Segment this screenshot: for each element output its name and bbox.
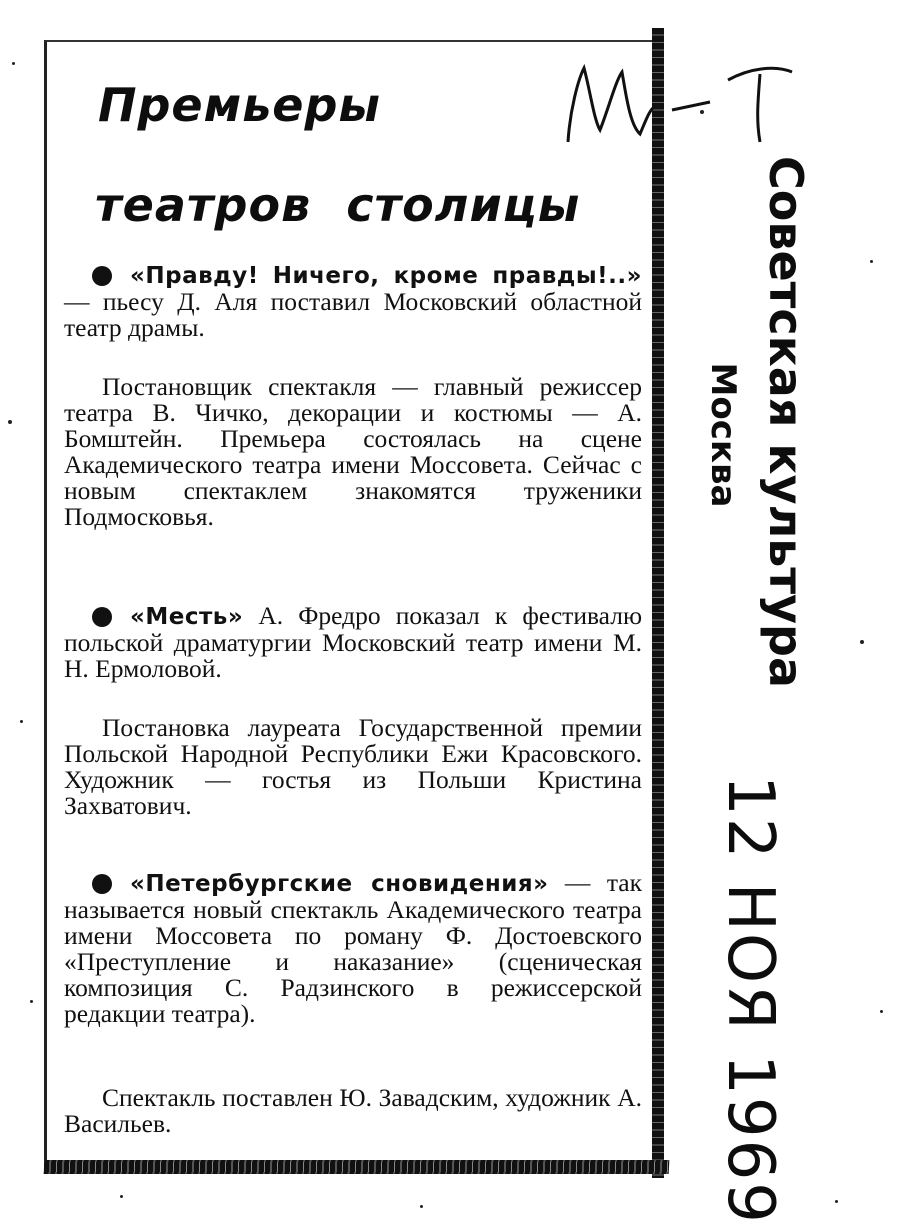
section-lead: «Правду! Ничего, кроме правды!..» xyxy=(130,263,642,289)
clipping-bottom-edge xyxy=(44,1160,670,1174)
section-lead: «Месть» xyxy=(130,604,244,630)
date-stamp xyxy=(705,775,795,1225)
newspaper-stamp xyxy=(756,155,816,689)
newspaper-name: Советская культура xyxy=(759,155,813,689)
scan-speck xyxy=(8,420,12,424)
city-stamp xyxy=(698,345,748,525)
handwritten-note-drawing xyxy=(560,50,820,150)
article-section-1-body xyxy=(64,374,642,530)
scan-speck xyxy=(835,1200,838,1203)
scan-speck xyxy=(880,1010,883,1013)
bullet-icon xyxy=(92,874,112,894)
article-section-3-body xyxy=(64,1085,642,1137)
headline-line-1: Премьеры xyxy=(98,78,382,132)
bullet-icon xyxy=(92,607,112,627)
scan-speck xyxy=(870,260,873,263)
scan-speck xyxy=(120,1195,123,1198)
city-name: Москва xyxy=(703,362,743,508)
section-text: — пьесу Д. Аля поставил Московский областной театр драмы. xyxy=(64,287,642,342)
section-text: — так называется новый спектакль Академического театра имени Моссовета по роману Ф. Достоевского «Преступление и наказание» (сценическая композиция С. Радзинского в режиссерской редакции театра). xyxy=(64,868,642,1028)
article-section-3 xyxy=(64,870,642,1027)
stamp-date: 12 НОЯ 1969 xyxy=(713,775,787,1225)
article-section-2-body xyxy=(64,715,642,819)
scan-speck xyxy=(860,640,864,644)
section-lead: «Петербургские сновидения» xyxy=(130,871,549,897)
section-paragraph: Постановка лауреата Государственной премии Польской Народной Республики Ежи Красовского. Художник — гостья из Польши Кристина Захватович. xyxy=(64,713,642,820)
clipping-right-edge xyxy=(652,28,664,1178)
article-section-2 xyxy=(64,603,642,682)
section-paragraph: Спектакль поставлен Ю. Завадским, художник А. Васильев. xyxy=(64,1083,642,1138)
article-section-1 xyxy=(64,262,642,341)
bullet-icon xyxy=(92,266,112,286)
scan-speck xyxy=(30,1000,33,1003)
handwritten-note xyxy=(560,50,820,150)
section-text: А. Фредро показал к фестивалю польской драматургии Московский театр имени М. Н. Ермоловой. xyxy=(64,601,642,683)
headline-line-2: театров столицы xyxy=(95,178,581,232)
scan-speck xyxy=(420,1205,423,1208)
scan-speck xyxy=(20,720,23,723)
scan-speck xyxy=(12,62,15,65)
section-paragraph: Постановщик спектакля — главный режиссер театра В. Чичко, декорации и костюмы — А. Бомштейн. Премьера состоялась на сцене Академического театра имени Моссовета. Сейчас с новым спектаклем знакомятся труженики Подмосковья. xyxy=(64,372,642,531)
